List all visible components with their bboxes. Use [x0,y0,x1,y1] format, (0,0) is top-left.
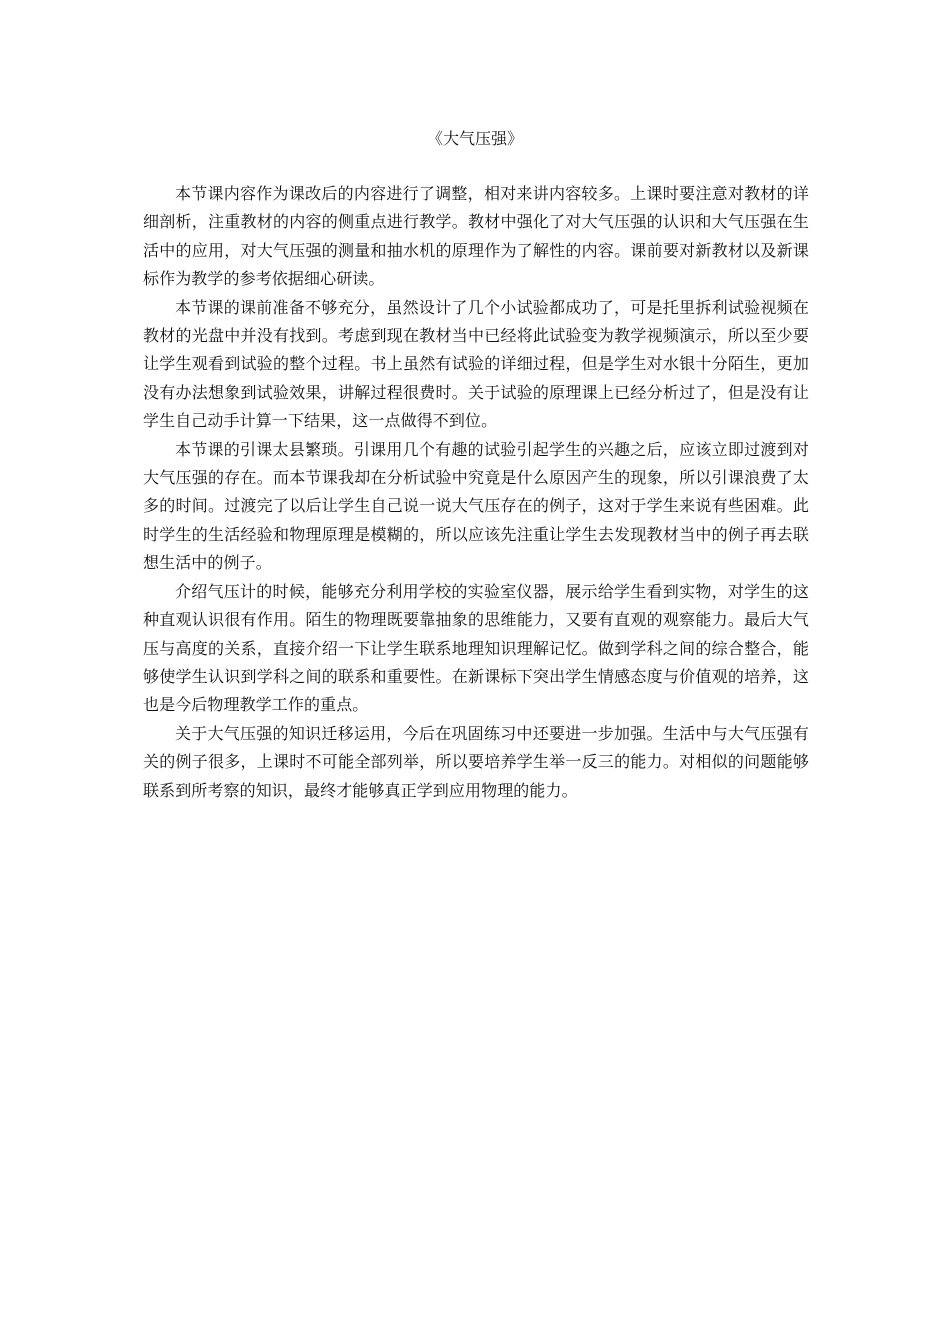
document-title: 《大气压强》 [426,129,523,148]
paragraph-4: 介绍气压计的时候，能够充分利用学校的实验室仪器，展示给学生看到实物，对学生的这种直观认识很有作用。陌生的物理既要靠抽象的思维能力，又要有直观的观察能力。最后大气压与高度的关系，直接介绍一下让学生联系地理知识理解记忆。做到学科之间的综合整合，能够使学生认识到学科之间的联系和重要性。在新课标下突出学生情感态度与价值观的培养，这也是今后物理教学工作的重点。 [143,581,809,715]
paragraph-2: 本节课的课前准备不够充分，虽然设计了几个小试验都成功了，可是托里拆利试验视频在教材的光盘中并没有找到。考虑到现在教材当中已经将此试验变为教学视频演示，所以至少要让学生观看到试验的整个过程。书上虽然有试验的详细过程，但是学生对水银十分陌生，更加没有办法想象到试验效果，讲解过程很费时。关于试验的原理课上已经分析过了，但是没有让学生自己动手计算一下结果，这一点做得不到位。 [143,297,809,431]
paragraph-1: 本节课内容作为课改后的内容进行了调整，相对来讲内容较多。上课时要注意对教材的详细剖析，注重教材的内容的侧重点进行教学。教材中强化了对大气压强的认识和大气压强在生活中的应用，对大气压强的测量和抽水机的原理作为了解性的内容。课前要对新教材以及新课标作为教学的参考依据细心研读。 [143,184,809,289]
paragraph-3: 本节课的引课太县繁琐。引课用几个有趣的试验引起学生的兴趣之后，应该立即过渡到对大气压强的存在。而本节课我却在分析试验中究竟是什么原因产生的现象，所以引课浪费了太多的时间。过渡完了以后让学生自己说一说大气压存在的例子，这对于学生来说有些困难。此时学生的生活经验和物理原理是模糊的，所以应该先注重让学生去发现教材当中的例子再去联想生活中的例子。 [143,439,809,573]
paragraph-5: 关于大气压强的知识迁移运用，今后在巩固练习中还要进一步加强。生活中与大气压强有关的例子很多，上课时不可能全部列举，所以要培养学生举一反三的能力。对相似的问题能够联系到所考察的知识，最终才能够真正学到应用物理的能力。 [143,723,809,800]
document-body [143,180,809,805]
